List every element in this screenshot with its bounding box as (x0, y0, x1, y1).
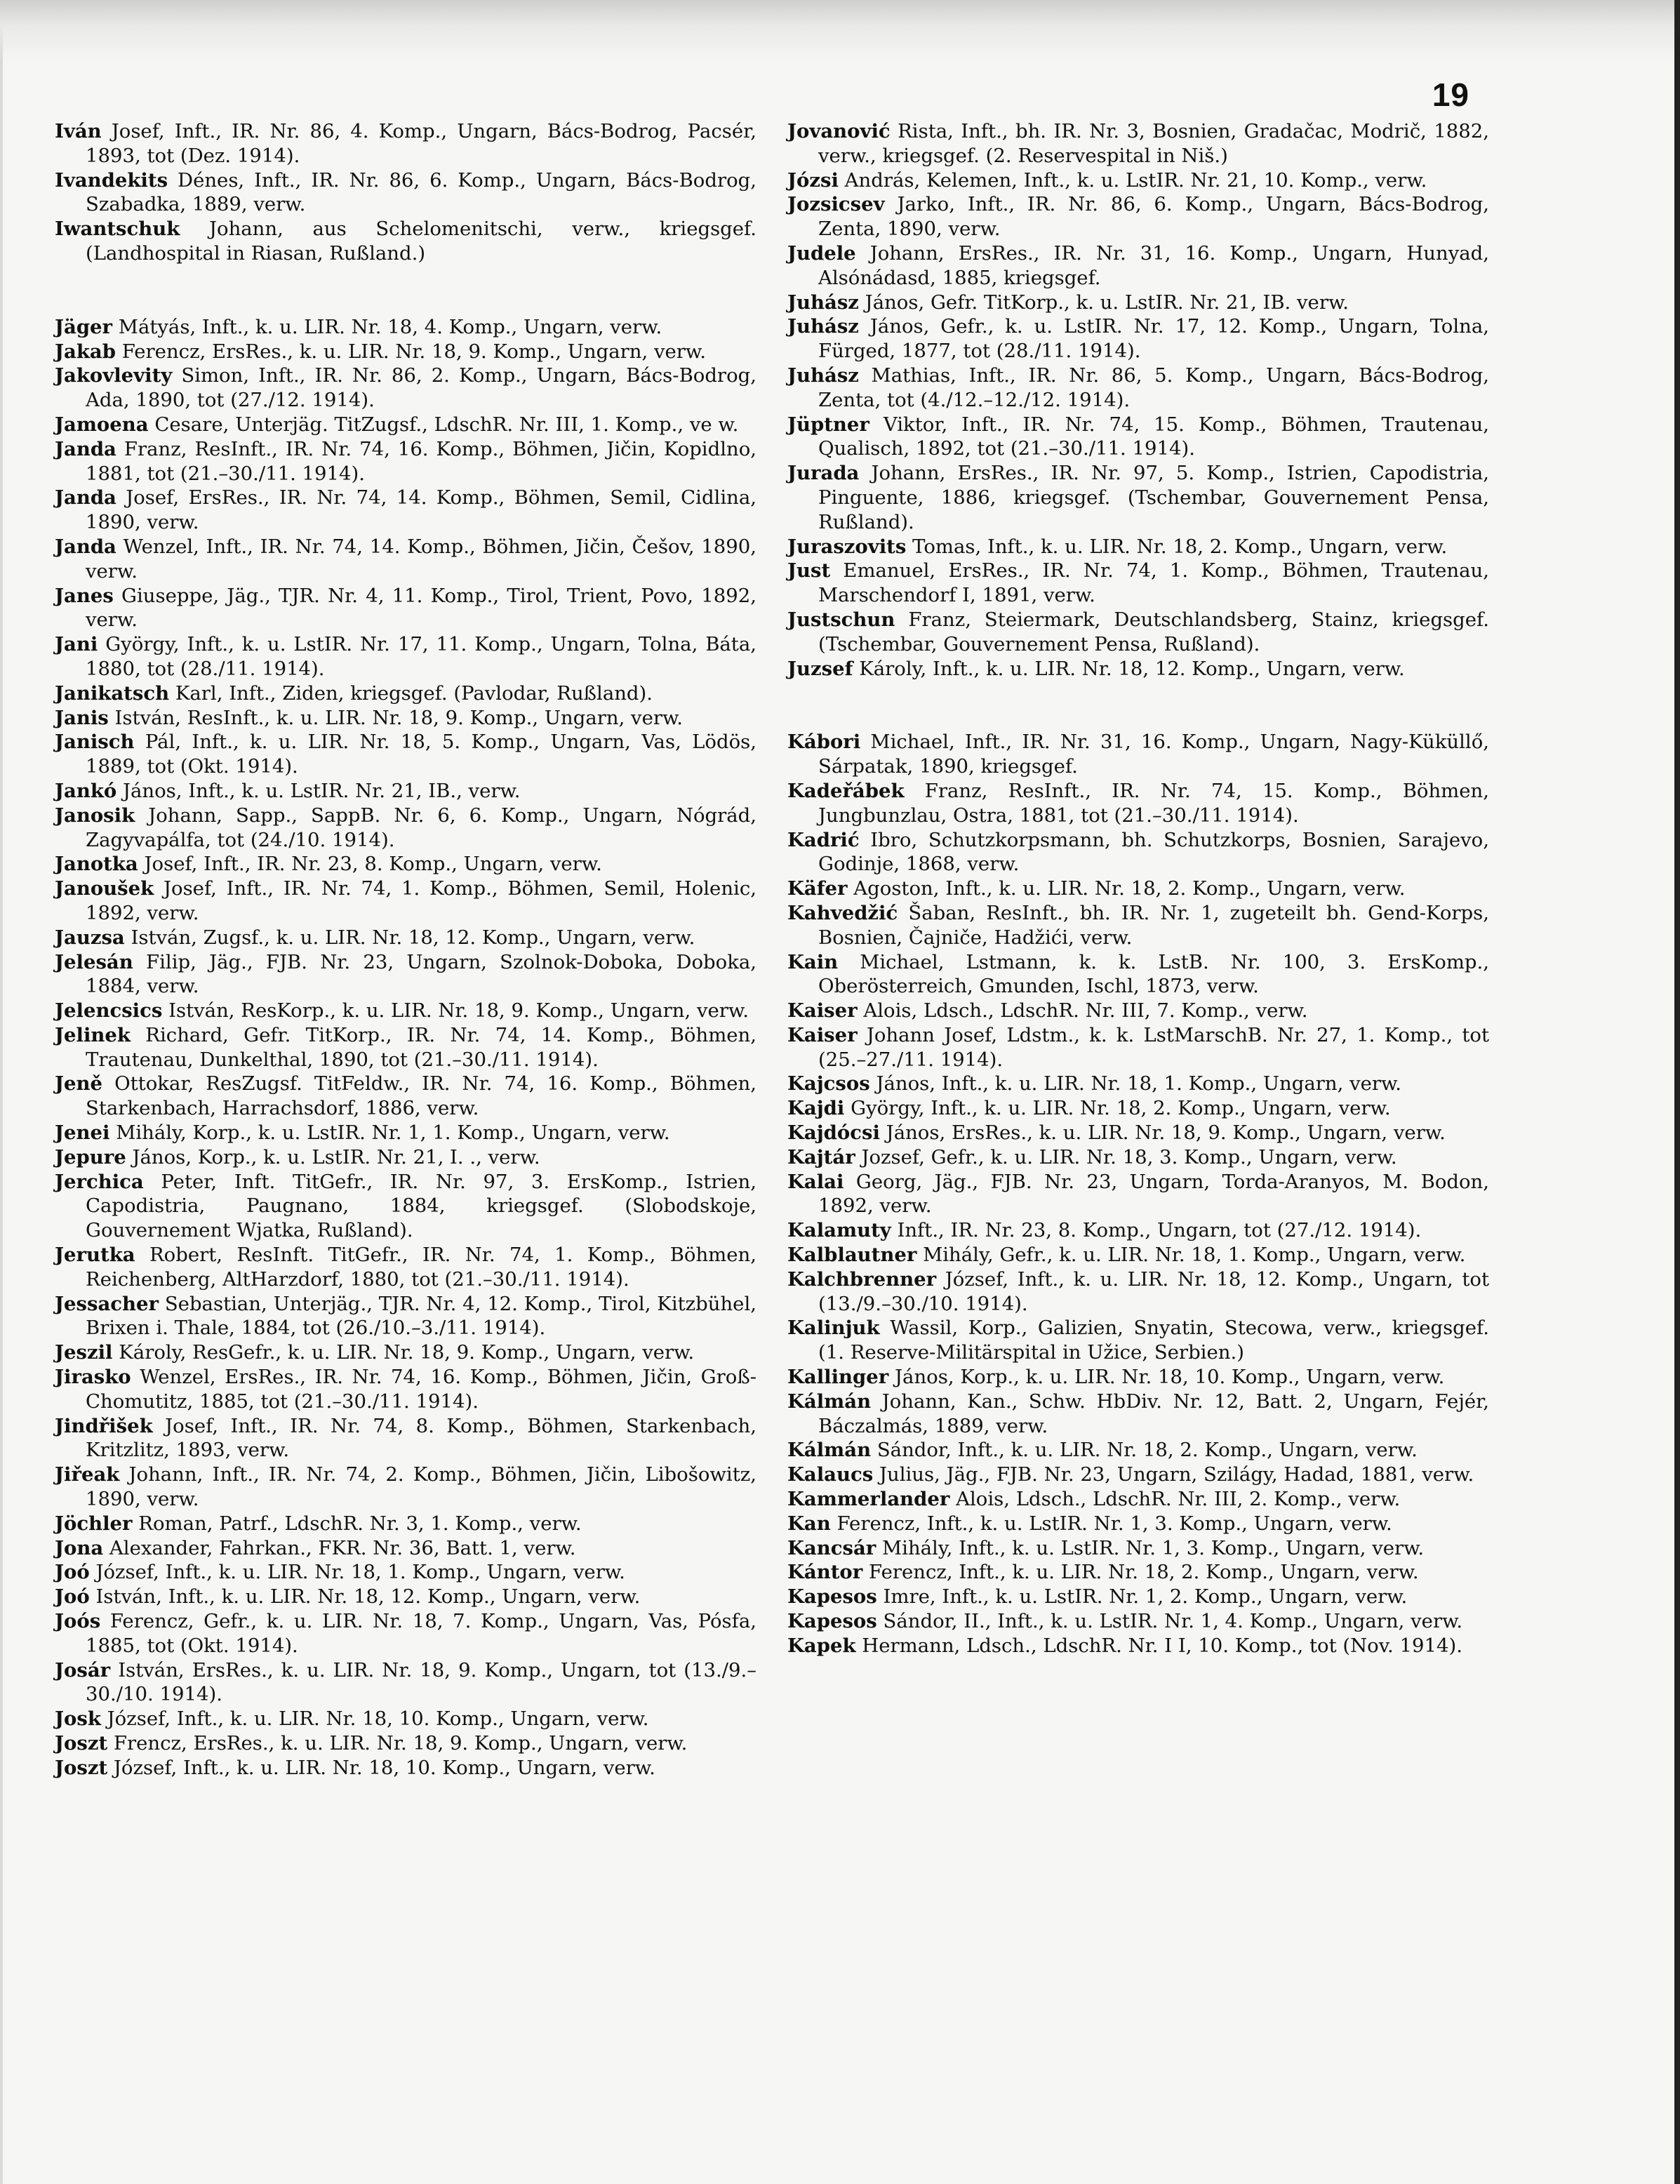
entry-surname: Kadeřábek (787, 779, 905, 802)
entry-surname: Jelencsics (55, 999, 163, 1023)
entry-surname: Jeně (55, 1072, 102, 1096)
right-column (787, 119, 1489, 1658)
list-entry (787, 1170, 1489, 1219)
list-entry (55, 1023, 756, 1072)
entry-surname: Joó (55, 1561, 90, 1584)
entry-surname: Kajcsos (787, 1072, 870, 1096)
entry-details: Tomas, Inft., k. u. LIR. Nr. 18, 2. Komp., Ungarn, verw. (912, 535, 1448, 558)
entry-surname: Jindřišek (55, 1414, 153, 1437)
entry-details: Hermann, Ldsch., LdschR. Nr. I I, 10. Komp., tot (Nov. 1914). (862, 1634, 1462, 1657)
entry-surname: Kalchbrenner (787, 1267, 937, 1291)
list-entry (787, 1365, 1489, 1390)
entry-details: Agoston, Inft., k. u. LIR. Nr. 18, 2. Komp., Ungarn, verw. (853, 877, 1406, 900)
list-entry (787, 119, 1489, 168)
entry-surname: Josk (55, 1707, 101, 1731)
entry-surname: Judele (787, 241, 856, 265)
entry-surname: Jeszil (55, 1341, 113, 1364)
list-entry (787, 950, 1489, 999)
entry-details: János, Korp., k. u. LIR. Nr. 18, 10. Komp., Ungarn, verw. (895, 1366, 1445, 1389)
entry-surname: Kalaucs (787, 1463, 874, 1486)
list-entry (55, 315, 756, 340)
entry-surname: Kalblautner (787, 1244, 917, 1267)
list-entry (55, 632, 756, 681)
list-entry (55, 1414, 756, 1463)
entry-surname: Kammerlander (787, 1488, 950, 1511)
list-entry (55, 340, 756, 364)
list-entry (787, 168, 1489, 193)
entry-surname: Kadrić (787, 828, 860, 851)
entry-details: József, Inft., k. u. LIR. Nr. 18, 10. Komp., Ungarn, verw. (107, 1707, 649, 1731)
list-entry (55, 1243, 756, 1292)
entry-surname: Käfer (787, 877, 848, 900)
list-entry (787, 1560, 1489, 1585)
entry-surname: Jäger (55, 315, 113, 338)
entry-surname: Juhász (787, 315, 859, 338)
list-entry (787, 1267, 1489, 1317)
entry-details: Richard, Gefr. TitKorp., IR. Nr. 74, 14. Komp., Böhmen, Trautenau, Dunkelthal, 1890, tot (21.–30./11. 1914). (86, 1023, 757, 1071)
entry-details: Mátyás, Inft., k. u. LIR. Nr. 18, 4. Komp., Ungarn, verw. (118, 315, 662, 338)
list-entry (787, 1023, 1489, 1072)
scan-top-shadow (0, 0, 1680, 63)
list-entry (55, 1609, 756, 1658)
entry-surname: Kapesos (787, 1585, 877, 1609)
entry-details: Mathias, Inft., IR. Nr. 86, 5. Komp., Ungarn, Bács-Bodrog, Zenta, tot (4./12.–12./12. 1914). (818, 364, 1489, 411)
entry-surname: Janda (55, 486, 116, 510)
list-entry (787, 1316, 1489, 1365)
entry-surname: Jakab (55, 340, 116, 363)
entry-details: Josef, Inft., IR. Nr. 74, 8. Komp., Böhmen, Starkenbach, Kritzlitz, 1893, verw. (86, 1414, 756, 1462)
entry-details: Giuseppe, Jäg., TJR. Nr. 4, 11. Komp., Tirol, Trient, Povo, 1892, verw. (86, 584, 756, 632)
list-entry (55, 706, 756, 731)
entry-details: György, Inft., k. u. LstIR. Nr. 17, 11. Komp., Ungarn, Tolna, Báta, 1880, tot (28./11. 1914). (86, 633, 756, 680)
list-entry (55, 217, 756, 266)
entry-surname: Joó (55, 1585, 90, 1609)
entry-details: János, Korp., k. u. LstIR. Nr. 21, I. ., verw. (132, 1145, 540, 1168)
entry-details: Károly, ResGefr., k. u. LIR. Nr. 18, 9. Komp., Ungarn, verw. (119, 1341, 695, 1364)
entry-surname: Janda (55, 535, 116, 558)
list-entry (55, 413, 756, 437)
entry-surname: Jerutka (55, 1244, 135, 1267)
entry-details: Robert, ResInft. TitGefr., IR. Nr. 74, 1. Komp., Böhmen, Reichenberg, AltHarzdorf, 1880, tot (21.–30./11. 1914). (86, 1244, 756, 1291)
entry-details: András, Kelemen, Inft., k. u. LstIR. Nr. 21, 10. Komp., verw. (844, 168, 1427, 192)
entry-surname: Joszt (55, 1732, 108, 1754)
entry-surname: Kálmán (787, 1439, 872, 1462)
entry-surname: Jüptner (787, 413, 869, 436)
entry-surname: Jepure (55, 1145, 126, 1168)
entry-surname: Jessacher (55, 1292, 159, 1315)
list-entry (787, 413, 1489, 462)
entry-surname: Janes (55, 584, 114, 607)
entry-details: Jarko, Inft., IR. Nr. 86, 6. Komp., Ungarn, Bács-Bodrog, Zenta, 1890, verw. (818, 193, 1489, 241)
entry-details: Cesare, Unterjäg. TitZugsf., LdschR. Nr. III, 1. Komp., ve w. (154, 413, 739, 436)
entry-details: Franz, ResInft., IR. Nr. 74, 16. Komp., Böhmen, Jičin, Kopidlno, 1881, tot (21.–30./11. 1914). (86, 437, 757, 485)
entry-surname: Janda (55, 437, 116, 460)
entry-details: Ferencz, ErsRes., k. u. LIR. Nr. 18, 9. Komp., Ungarn, verw. (121, 340, 706, 363)
entry-surname: Joós (55, 1610, 101, 1633)
entry-details: Wenzel, Inft., IR. Nr. 74, 14. Komp., Böhmen, Jičin, Češov, 1890, verw. (86, 535, 756, 582)
list-entry (787, 1634, 1489, 1658)
entry-surname: Janoušek (55, 877, 154, 900)
entry-surname: Jamoena (55, 413, 149, 436)
entry-details: Karl, Inft., Ziden, kriegsgef. (Pavlodar, Rußland). (175, 681, 653, 705)
entry-surname: Kan (787, 1512, 831, 1535)
entry-details: Wenzel, ErsRes., IR. Nr. 74, 16. Komp., Böhmen, Jičin, Groß-Chomutitz, 1885, tot (21.–30./11. 1914). (86, 1366, 757, 1413)
list-entry (55, 877, 756, 926)
list-entry (787, 779, 1489, 828)
entry-details: Johann, ErsRes., IR. Nr. 97, 5. Komp., Istrien, Capodistria, Pinguente, 1886, kriegsgef. (Tschembar, Gouvernement Pensa, Rußland). (818, 462, 1489, 533)
entry-surname: Kajdócsi (787, 1121, 880, 1145)
entry-details: Georg, Jäg., FJB. Nr. 23, Ungarn, Torda-Aranyos, M. Bodon, 1892, verw. (818, 1170, 1489, 1218)
list-entry (55, 1170, 756, 1243)
entry-details: Franz, Steiermark, Deutschlandsberg, Stainz, kriegsgef. (Tschembar, Gouvernement Pensa, Rußland). (818, 608, 1489, 655)
entry-surname: Jenei (55, 1121, 110, 1145)
list-entry (787, 241, 1489, 291)
list-entry (55, 1658, 756, 1707)
entry-details: Alois, Ldsch., LdschR. Nr. III, 7. Komp., verw. (863, 999, 1308, 1023)
entry-surname: Jozsicsev (787, 193, 885, 216)
entry-details: Michael, Lstmann, k. k. LstB. Nr. 100, 3. ErsKomp., Oberösterreich, Gmunden, Ischl, 1873, verw. (818, 950, 1489, 998)
entry-details: Wassil, Korp., Galizien, Snyatin, Stecowa, verw., kriegsgef. (1. Reserve-Militärspital in Užice, Serbien.) (818, 1317, 1489, 1364)
entry-details: Rista, Inft., bh. IR. Nr. 3, Bosnien, Gradačac, Modrič, 1882, verw., kriegsgef. (2. Reservespital in Niš.) (818, 120, 1489, 167)
list-entry (787, 901, 1489, 950)
entry-details: Mihály, Inft., k. u. LstIR. Nr. 1, 3. Komp., Ungarn, verw. (882, 1536, 1425, 1559)
entry-details: István, ResKorp., k. u. LIR. Nr. 18, 9. Komp., Ungarn, verw. (168, 999, 749, 1023)
list-entry (55, 535, 756, 584)
entry-surname: Justschun (787, 608, 895, 631)
entry-surname: Ivandekits (55, 168, 168, 192)
list-entry (55, 1292, 756, 1341)
list-entry (55, 926, 756, 950)
entry-details: István, Zugsf., k. u. LIR. Nr. 18, 12. Komp., Ungarn, verw. (131, 926, 695, 949)
entry-surname: Kain (787, 950, 839, 973)
list-entry (55, 364, 756, 413)
list-entry (55, 486, 756, 535)
entry-details: István, ErsRes., k. u. LIR. Nr. 18, 9. Komp., Ungarn, tot (13./9.–30./10. 1914). (86, 1658, 756, 1706)
entry-surname: Jelinek (55, 1023, 131, 1046)
entry-details: Josef, Inft., IR. Nr. 23, 8. Komp., Ungarn, verw. (144, 853, 602, 876)
entry-surname: Janis (55, 706, 109, 729)
entry-surname: Just (787, 559, 831, 582)
entry-surname: Juhász (787, 291, 859, 314)
list-entry (55, 1731, 756, 1756)
entry-surname: Jöchler (55, 1512, 133, 1535)
list-entry (787, 1463, 1489, 1487)
entry-details: Simon, Inft., IR. Nr. 86, 2. Komp., Ungarn, Bács-Bodrog, Ada, 1890, tot (27./12. 1914). (86, 364, 756, 412)
entry-surname: Juhász (787, 364, 859, 387)
list-entry (55, 1560, 756, 1585)
list-entry (787, 1438, 1489, 1463)
entry-surname: Jakovlevity (55, 364, 173, 387)
list-entry (55, 1756, 756, 1780)
list-entry (55, 1463, 756, 1512)
entry-details: Jozsef, Gefr., k. u. LIR. Nr. 18, 3. Komp., Ungarn, verw. (861, 1145, 1397, 1168)
entry-details: Ibro, Schutzkorpsmann, bh. Schutzkorps, Bosnien, Sarajevo, Godinje, 1868, verw. (818, 828, 1489, 876)
entry-details: Josef, ErsRes., IR. Nr. 74, 14. Komp., Böhmen, Semil, Cidlina, 1890, verw. (86, 486, 756, 534)
entry-details: János, Gefr., k. u. LstIR. Nr. 17, 12. Komp., Ungarn, Tolna, Fürged, 1877, tot (28./11. 1914). (818, 315, 1489, 363)
list-entry (787, 730, 1489, 779)
list-entry (55, 1707, 756, 1731)
entry-surname: Kahvedžić (787, 901, 898, 924)
entry-surname: Jurada (787, 462, 860, 485)
entry-details: Franz, ResInft., IR. Nr. 74, 15. Komp., Böhmen, Jungbunzlau, Ostra, 1881, tot (21.–30./11. 1914). (818, 779, 1489, 827)
list-entry (55, 1072, 756, 1121)
entry-surname: Josár (55, 1658, 111, 1682)
list-entry (55, 119, 756, 168)
entry-details: Emanuel, ErsRes., IR. Nr. 74, 1. Komp., Böhmen, Trautenau, Marschendorf I, 1891, verw. (818, 559, 1489, 607)
entry-details: Johann Josef, Ldstm., k. k. LstMarschB. Nr. 27, 1. Komp., tot (25.–27./11. 1914). (818, 1023, 1489, 1071)
entry-details: Julius, Jäg., FJB. Nr. 23, Ungarn, Szilágy, Hadad, 1881, verw. (879, 1463, 1474, 1486)
entry-surname: Iván (55, 120, 102, 142)
entry-details: János, Inft., k. u. LIR. Nr. 18, 1. Komp., Ungarn, verw. (876, 1072, 1402, 1096)
entry-details: Ottokar, ResZugsf. TitFeldw., IR. Nr. 74, 16. Komp., Böhmen, Starkenbach, Harrachsdorf, 1886, verw. (86, 1072, 756, 1120)
entry-surname: Kántor (787, 1561, 863, 1584)
entry-surname: Juraszovits (787, 535, 907, 558)
entry-details: Šaban, ResInft., bh. IR. Nr. 1, zugeteilt bh. Gend-Korps, Bosnien, Čajniče, Hadžići, verw. (818, 901, 1489, 949)
entry-details: Inft., IR. Nr. 23, 8. Komp., Ungarn, tot (27./12. 1914). (897, 1219, 1422, 1242)
entry-surname: Jankó (55, 779, 117, 802)
scan-left-edge (0, 0, 3, 2184)
entry-details: István, ResInft., k. u. LIR. Nr. 18, 9. Komp., Ungarn, verw. (114, 706, 684, 729)
scan-right-edge (1674, 0, 1680, 2184)
list-entry (787, 1243, 1489, 1267)
entry-details: Alois, Ldsch., LdschR. Nr. III, 2. Komp., verw. (956, 1488, 1401, 1511)
entry-details: János, Inft., k. u. LstIR. Nr. 21, IB., verw. (122, 779, 521, 802)
list-entry (787, 1585, 1489, 1609)
entry-details: Sándor, II., Inft., k. u. LstIR. Nr. 1, 4. Komp., Ungarn, verw. (883, 1610, 1463, 1633)
entry-surname: Iwantschuk (55, 218, 180, 241)
entry-surname: Jiřeak (55, 1463, 120, 1486)
list-entry (787, 1096, 1489, 1121)
left-column (55, 119, 756, 1780)
list-entry (787, 364, 1489, 413)
entry-details: János, Gefr. TitKorp., k. u. LstIR. Nr. 21, IB. verw. (865, 291, 1349, 314)
section-gap (787, 681, 1489, 730)
list-entry (787, 657, 1489, 681)
entry-surname: Kalai (787, 1170, 844, 1193)
entry-details: Ferencz, Inft., k. u. LstIR. Nr. 1, 3. Komp., Ungarn, verw. (836, 1512, 1392, 1535)
list-entry (787, 1121, 1489, 1145)
entry-details: István, Inft., k. u. LIR. Nr. 18, 12. Komp., Ungarn, verw. (95, 1585, 641, 1609)
entry-details: Ferencz, Gefr., k. u. LIR. Nr. 18, 7. Komp., Ungarn, Vas, Pósfa, 1885, tot (Okt. 1914). (86, 1610, 756, 1657)
list-entry (55, 1536, 756, 1561)
list-entry (55, 1585, 756, 1609)
list-entry (55, 1340, 756, 1365)
list-entry (787, 1390, 1489, 1439)
entry-details: Roman, Patrf., LdschR. Nr. 3, 1. Komp., verw. (138, 1512, 582, 1535)
entry-details: Johann, ErsRes., IR. Nr. 31, 16. Komp., Ungarn, Hunyad, Alsónádasd, 1885, kriegsgef. (818, 241, 1490, 289)
entry-details: Filip, Jäg., FJB. Nr. 23, Ungarn, Szolnok-Doboka, Doboka, 1884, verw. (86, 950, 756, 998)
entry-surname: Kapesos (787, 1610, 877, 1633)
entry-surname: Janikatsch (55, 681, 170, 705)
list-entry (55, 1512, 756, 1536)
entry-surname: Kálmán (787, 1390, 872, 1413)
entry-surname: Jovanović (787, 120, 891, 142)
entry-surname: Józsi (787, 168, 839, 192)
entry-details: Johann, aus Schelomenitschi, verw., kriegsgef. (Landhospital in Riasan, Rußland.) (86, 218, 756, 265)
entry-details: József, Inft., k. u. LIR. Nr. 18, 10. Komp., Ungarn, verw. (113, 1756, 655, 1779)
entry-details: Ferencz, Inft., k. u. LIR. Nr. 18, 2. Komp., Ungarn, verw. (869, 1561, 1419, 1584)
list-entry (787, 1609, 1489, 1634)
list-entry (787, 461, 1489, 534)
entry-surname: Kajdi (787, 1097, 845, 1120)
entry-details: Frencz, ErsRes., k. u. LIR. Nr. 18, 9. Komp., Ungarn, verw. (113, 1732, 688, 1754)
entry-details: Johann, Sapp., SappB. Nr. 6, 6. Komp., Ungarn, Nógrád, Zagyvapálfa, tot (24./10. 1914). (86, 804, 757, 851)
entry-details: Imre, Inft., k. u. LstIR. Nr. 1, 2. Komp., Ungarn, verw. (883, 1585, 1408, 1609)
entry-surname: Kapek (787, 1634, 856, 1657)
entry-surname: Kajtár (787, 1145, 855, 1168)
entry-surname: Kaiser (787, 999, 858, 1023)
list-entry (787, 828, 1489, 877)
list-entry (55, 437, 756, 486)
entry-details: Johann, Kan., Schw. HbDiv. Nr. 12, Batt. 2, Ungarn, Fejér, Báczalmás, 1889, verw. (818, 1390, 1489, 1437)
list-entry (787, 559, 1489, 608)
entry-details: Viktor, Inft., IR. Nr. 74, 15. Komp., Böhmen, Trautenau, Qualisch, 1892, tot (21.–30./11. 1914). (818, 413, 1489, 460)
entry-details: János, ErsRes., k. u. LIR. Nr. 18, 9. Komp., Ungarn, verw. (886, 1121, 1446, 1145)
list-entry (55, 584, 756, 633)
entry-details: Josef, Inft., IR. Nr. 74, 1. Komp., Böhmen, Semil, Holenic, 1892, verw. (86, 877, 756, 924)
list-entry (787, 608, 1489, 657)
entry-details: Peter, Inft. TitGefr., IR. Nr. 97, 3. ErsKomp., Istrien, Capodistria, Paugnano, 1884, kriegsgef. (Slobodskoje, Gouvernement Wjatka, Rußland). (86, 1170, 756, 1242)
list-entry (787, 877, 1489, 901)
list-entry (787, 1072, 1489, 1096)
entry-details: Mihály, Korp., k. u. LstIR. Nr. 1, 1. Komp., Ungarn, verw. (116, 1121, 670, 1145)
entry-details: György, Inft., k. u. LIR. Nr. 18, 2. Komp., Ungarn, verw. (851, 1097, 1391, 1120)
list-entry (55, 852, 756, 877)
entry-surname: Jona (55, 1536, 104, 1559)
entry-surname: Kallinger (787, 1366, 889, 1389)
list-entry (787, 291, 1489, 315)
list-entry (787, 1536, 1489, 1561)
list-entry (55, 950, 756, 999)
entry-details: Josef, Inft., IR. Nr. 86, 4. Komp., Ungarn, Bács-Bodrog, Pacsér, 1893, tot (Dez. 1914). (86, 120, 756, 167)
entry-details: Michael, Inft., IR. Nr. 31, 16. Komp., Ungarn, Nagy-Küküllő, Sárpatak, 1890, kriegsgef. (818, 731, 1489, 778)
list-entry (55, 1145, 756, 1170)
entry-surname: Juzsef (787, 657, 853, 680)
entry-details: József, Inft., k. u. LIR. Nr. 18, 1. Komp., Ungarn, verw. (95, 1561, 625, 1584)
entry-surname: Kalinjuk (787, 1317, 880, 1340)
list-entry (55, 730, 756, 779)
entry-details: Mihály, Gefr., k. u. LIR. Nr. 18, 1. Komp., Ungarn, verw. (923, 1244, 1466, 1267)
entry-details: József, Inft., k. u. LIR. Nr. 18, 12. Komp., Ungarn, tot (13./9.–30./10. 1914). (818, 1267, 1490, 1315)
entry-details: Sándor, Inft., k. u. LIR. Nr. 18, 2. Komp., Ungarn, verw. (876, 1439, 1418, 1462)
entry-surname: Janotka (55, 853, 138, 876)
entry-surname: Kábori (787, 731, 861, 754)
entry-details: Sebastian, Unterjäg., TJR. Nr. 4, 12. Komp., Tirol, Kitzbühel, Brixen i. Thale, 1884, tot (26./10.–3./11. 1914). (86, 1292, 756, 1340)
list-entry (787, 1218, 1489, 1243)
entry-details: Pál, Inft., k. u. LIR. Nr. 18, 5. Komp., Ungarn, Vas, Lödös, 1889, tot (Okt. 1914). (86, 731, 756, 778)
entry-surname: Kaiser (787, 1023, 858, 1046)
entry-surname: Jauzsa (55, 926, 125, 949)
list-entry (55, 168, 756, 218)
entry-surname: Janosik (55, 804, 135, 827)
entry-surname: Jerchica (55, 1170, 144, 1193)
section-gap (55, 266, 756, 315)
list-entry (55, 804, 756, 853)
list-entry (787, 192, 1489, 241)
entry-details: Dénes, Inft., IR. Nr. 86, 6. Komp., Ungarn, Bács-Bodrog, Szabadka, 1889, verw. (86, 168, 756, 216)
entry-surname: Jelesán (55, 950, 133, 973)
list-entry (55, 681, 756, 706)
list-entry (787, 999, 1489, 1023)
list-entry (55, 1121, 756, 1145)
entry-surname: Janisch (55, 731, 135, 754)
entry-details: Alexander, Fahrkan., FKR. Nr. 36, Batt. 1, verw. (109, 1536, 576, 1559)
entry-surname: Jirasko (55, 1366, 131, 1389)
list-entry (787, 314, 1489, 364)
entry-details: Károly, Inft., k. u. LIR. Nr. 18, 12. Komp., Ungarn, verw. (859, 657, 1405, 680)
list-entry (55, 1365, 756, 1414)
entry-surname: Joszt (55, 1756, 108, 1779)
entry-surname: Kancsár (787, 1536, 876, 1559)
list-entry (787, 535, 1489, 559)
page-number: 19 (1432, 76, 1469, 113)
list-entry (787, 1487, 1489, 1512)
list-entry (787, 1512, 1489, 1536)
list-entry (55, 999, 756, 1023)
entry-surname: Kalamuty (787, 1219, 891, 1242)
list-entry (787, 1145, 1489, 1170)
entry-details: Johann, Inft., IR. Nr. 74, 2. Komp., Böhmen, Jičin, Libošowitz, 1890, verw. (86, 1463, 756, 1511)
entry-surname: Jani (55, 633, 98, 656)
list-entry (55, 779, 756, 804)
